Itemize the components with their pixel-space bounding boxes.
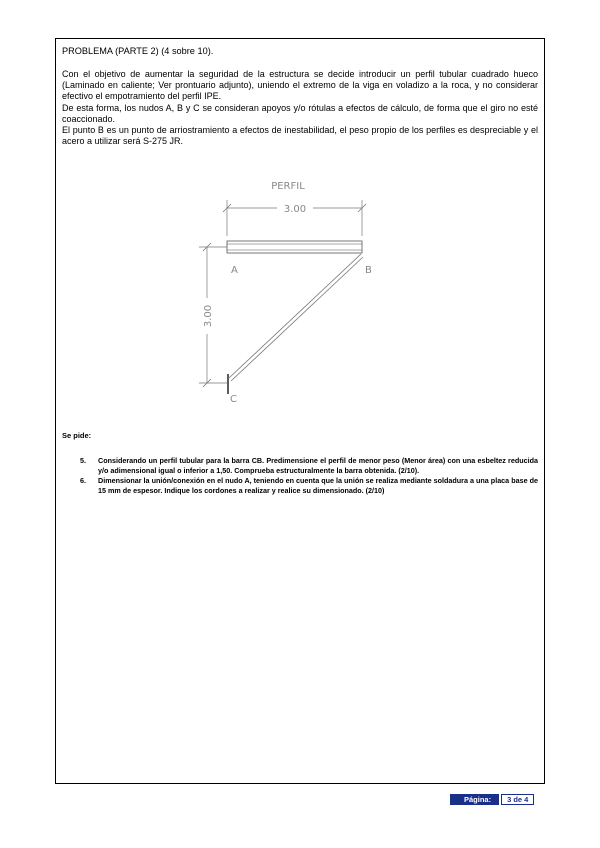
question-item-6 <box>80 476 538 495</box>
paragraph-3: El punto B es un punto de arriostramiento a efectos de inestabilidad, el peso propio de los perfiles es despreciable y el acero a utilizar será S-275 JR. <box>62 125 538 147</box>
question-text: Considerando un perfil tubular para la barra CB. Predimensione el perfil de menor peso (Menor área) con una esbeltez reducida y/o adimensional igual o inferior a 1,50. Comprueba estructuralmente la barra obtenida. (2/10). <box>98 456 538 475</box>
question-item-5 <box>80 456 538 475</box>
page-frame <box>55 38 545 784</box>
question-number: 5. <box>80 456 86 465</box>
problem-statement <box>62 46 538 147</box>
node-c-label: C <box>230 394 237 405</box>
diagram-title: PERFIL <box>271 181 305 192</box>
node-a-label: A <box>231 265 238 276</box>
question-text: Dimensionar la unión/conexión en el nudo A, teniendo en cuenta que la unión se realiza mediante soldadura a una placa base de 15 mm de espesor. Indique los cordones a realizar y realice su dimensionado. (2/10) <box>98 476 538 495</box>
node-b-label: B <box>365 265 372 276</box>
tube-edge-1 <box>229 254 361 378</box>
paragraph-1: Con el objetivo de aumentar la seguridad de la estructura se decide introducir un perfil tubular cuadrado hueco (Laminado en caliente; Ver prontuario adjunto), uniendo el extremo de la viga en voladizo a la roca, y no considerar efectivo el empotramiento del perfil IPE. <box>62 69 538 102</box>
structure-diagram <box>185 178 405 410</box>
question-number: 6. <box>80 476 86 486</box>
paragraph-2: De esta forma, los nudos A, B y C se consideran apoyos y/o rótulas a efectos de cálculo, de forma que el giro no esté coaccionado. <box>62 102 538 124</box>
page-number: 3 de 4 <box>501 794 534 805</box>
page-label: Página: <box>450 794 499 805</box>
dim-label-horizontal: 3.00 <box>283 204 307 215</box>
question-list <box>80 456 538 496</box>
ipe-beam <box>227 241 362 253</box>
dim-label-vertical: 3.00 <box>203 304 214 328</box>
page-footer <box>450 794 534 805</box>
se-pide-heading: Se pide: <box>62 431 92 440</box>
problem-title: PROBLEMA (PARTE 2) (4 sobre 10). <box>62 46 214 56</box>
tube-edge-2 <box>231 257 363 381</box>
